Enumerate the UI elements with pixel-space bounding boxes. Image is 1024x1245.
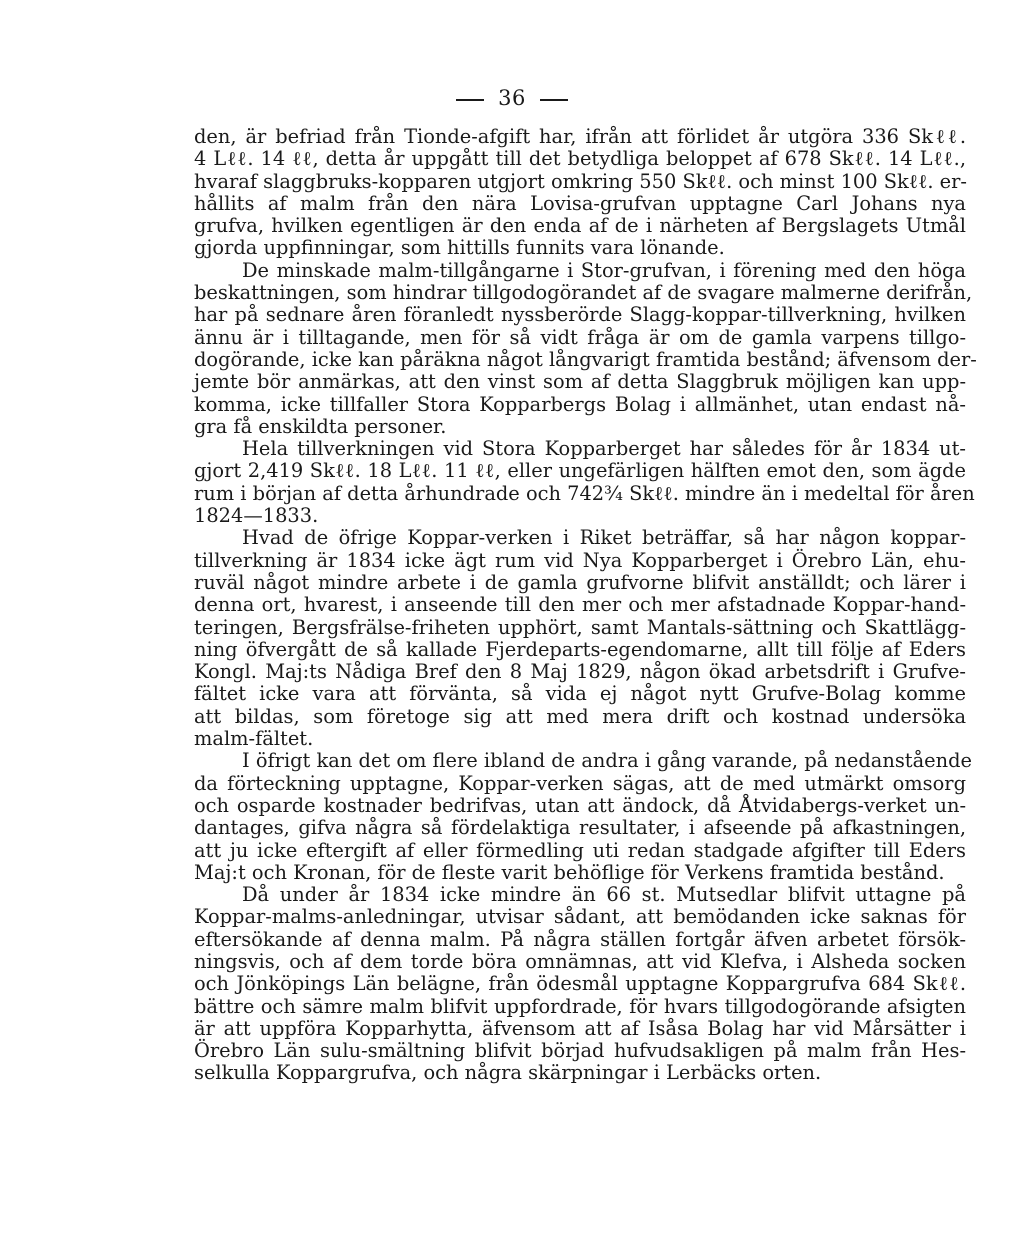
text-line: Maj:t och Kronan, för de fleste varit behöflige för Verkens framtida bestånd. — [194, 860, 945, 884]
text-line: hållits af malm från den nära Lovisa-grufvan upptagne Carl Johans nya — [194, 191, 966, 215]
text-line: Då under år 1834 icke mindre än 66 st. Mutsedlar blifvit uttagne på — [242, 883, 966, 907]
text-line: eftersökande af denna malm. På några ställen fortgår äfven arbetet försök- — [194, 927, 966, 951]
text-line: De minskade malm-tillgångarne i Stor-grufvan, i förening med den höga — [242, 258, 966, 282]
text-line: da förteckning upptagne, Koppar-verken sägas, att de med utmärkt omsorg — [194, 771, 966, 795]
text-line: gra få enskildta personer. — [194, 414, 447, 438]
text-line: komma, icke tillfaller Stora Kopparbergs Bolag i allmänhet, utan endast nå- — [194, 392, 966, 416]
page-header — [0, 86, 1024, 110]
text-line: rum i början af detta århundrade och 742¾ Skℓℓ. mindre än i medeltal för åren — [194, 481, 975, 505]
text-line: ruväl något mindre arbete i de gamla grufvorne blifvit anställdt; och lärer i — [194, 570, 966, 594]
text-line: ännu är i tilltagande, men för så vidt fråga är om de gamla varpens tillgo- — [194, 325, 966, 349]
text-line: ning öfvergått de så kallade Fjerdeparts-egendomarne, allt till följe af Eders — [194, 637, 966, 661]
text-line: har på sednare åren föranledt nyssberörde Slagg-koppar-tillverkning, hvilken — [194, 303, 966, 327]
text-line: 4 Lℓℓ. 14 ℓℓ, detta år uppgått till det betydliga beloppet af 678 Skℓℓ. 14 Lℓℓ., — [194, 147, 966, 171]
text-line: grufva, hvilken egentligen är den enda af de i närheten af Bergslagets Utmål — [194, 214, 966, 238]
page-number: 36 — [498, 86, 526, 110]
text-line: är att uppföra Kopparhytta, äfvensom att af Isåsa Bolag har vid Mårsätter i — [194, 1016, 966, 1040]
text-line: Hela tillverkningen vid Stora Kopparberget har således för år 1834 ut- — [242, 437, 966, 461]
text-line: fältet icke vara att förvänta, så vida ej något nytt Grufve-Bolag komme — [194, 682, 966, 706]
paragraph — [194, 527, 966, 750]
body-text — [194, 125, 977, 1085]
text-line: beskattningen, som hindrar tillgodogörandet af de svagare malmerne derifrån, — [194, 281, 973, 305]
text-line: ningsvis, och af dem torde böra omnämnas, att vid Klefva, i Alsheda socken — [194, 949, 966, 973]
paragraph — [194, 749, 972, 884]
text-line: Örebro Län sulu-smältning blifvit börjad hufvudsakligen på malm från Hes- — [194, 1039, 966, 1063]
text-line: jemte bör anmärkas, att den vinst som af detta Slaggbruk möjligen kan upp- — [194, 370, 966, 394]
text-line: gjorda uppfinningar, som hittills funnits vara lönande. — [194, 236, 725, 260]
text-line: 1824—1833. — [194, 504, 319, 528]
text-line: dantages, gifva några så fördelaktiga resultater, i afseende på afkastningen, — [194, 816, 966, 840]
text-line: Hvad de öfrige Koppar-verken i Riket beträffar, så har någon koppar- — [242, 526, 966, 550]
paragraph — [194, 126, 966, 260]
text-line: tillverkning är 1834 icke ägt rum vid Nya Kopparberget i Örebro Län, ehu- — [194, 548, 966, 572]
text-line: denna ort, hvarest, i anseende till den mer och mer afstadnade Koppar-hand- — [194, 593, 966, 617]
paragraph — [194, 437, 975, 528]
text-line: bättre och sämre malm blifvit uppfordrade, för hvars tillgodogörande afsigten — [194, 994, 966, 1018]
text-line: selkulla Koppargrufva, och några skärpningar i Lerbäcks orten. — [194, 1061, 822, 1085]
text-line: hvaraf slaggbruks-kopparen utgjort omkring 550 Skℓℓ. och minst 100 Skℓℓ. er- — [194, 169, 967, 193]
text-line: att ju icke eftergift af eller förmedling uti redan stadgade afgifter till Eders — [194, 838, 966, 862]
text-line: och Jönköpings Län belägne, från ödesmål upptagne Koppargrufva 684 Skℓℓ. — [194, 972, 966, 996]
text-line: och osparde kostnader bedrifvas, utan att ändock, då Åtvidabergs-verket un- — [194, 793, 966, 817]
text-line: att bildas, som företoge sig att med mera drift och kostnad undersöka — [194, 704, 966, 728]
text-line: teringen, Bergsfrälse-friheten upphört, samt Mantals-sättning och Skattlägg- — [194, 615, 966, 639]
text-line: Kongl. Maj:ts Nådiga Bref den 8 Maj 1829, någon ökad arbetsdrift i Grufve- — [194, 660, 966, 684]
text-line: malm-fältet. — [194, 727, 314, 751]
header-dash-right — [540, 99, 568, 101]
text-line: den, är befriad från Tionde-afgift har, ifrån att förlidet år utgöra 336 Skℓℓ. — [194, 125, 966, 148]
text-line: I öfrigt kan det om flere ibland de andra i gång varande, på nedanstående — [242, 749, 972, 773]
text-line: dogörande, icke kan påräkna något långvarigt framtida bestånd; äfvensom der- — [194, 347, 977, 371]
paragraph — [194, 884, 966, 1085]
text-line: Koppar-malms-anledningar, utvisar sådant, att bemödanden icke saknas för — [194, 905, 966, 929]
paragraph — [194, 258, 977, 438]
text-line: gjort 2,419 Skℓℓ. 18 Lℓℓ. 11 ℓℓ, eller ungefärligen hälften emot den, som ägde — [194, 459, 966, 483]
header-dash-left — [456, 99, 484, 101]
